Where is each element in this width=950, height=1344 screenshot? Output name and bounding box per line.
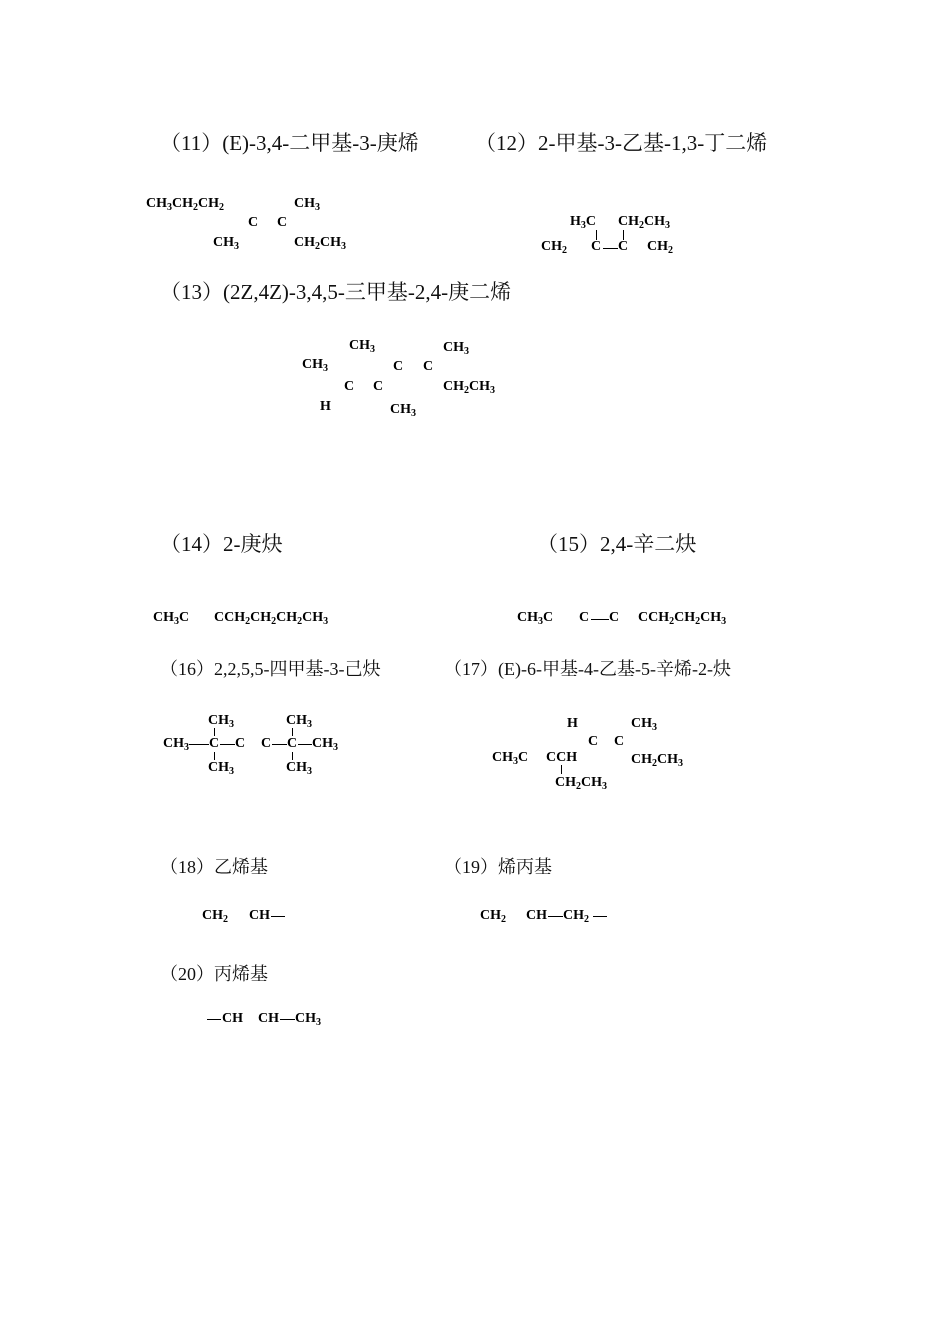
f16-bond-v1 bbox=[214, 728, 215, 736]
f12-group-a: $H_3C$ bbox=[570, 214, 597, 231]
f11-carbon-c: C bbox=[277, 215, 288, 230]
f17-hydrogen-a: H bbox=[567, 716, 578, 731]
f11-group-e: $CH_3$ bbox=[294, 196, 320, 213]
f16-bond-h3 bbox=[272, 744, 287, 745]
f15-group-a: $CH_3C$ bbox=[517, 610, 554, 627]
f17-carbon-d: C bbox=[614, 734, 625, 749]
f12-carbon-e: C bbox=[618, 239, 629, 254]
f13-hydrogen-i: H bbox=[320, 399, 331, 414]
f16-carbon-d: C bbox=[209, 736, 220, 751]
f11-group-a: $CH_3CH_2CH_2$ bbox=[146, 196, 224, 213]
f20-group-b: CH bbox=[258, 1011, 279, 1026]
f19-group-b: CH bbox=[526, 908, 547, 923]
f17-group-b: $CH_3$ bbox=[631, 716, 657, 733]
f17-carbon-c: C bbox=[588, 734, 599, 749]
f16-carbon-e: C bbox=[235, 736, 246, 751]
f16-group-a: $CH_3$ bbox=[208, 713, 234, 730]
f13-group-b: $CH_3$ bbox=[302, 357, 328, 374]
f15-bond-h bbox=[591, 619, 609, 620]
f13-carbon-f: C bbox=[393, 359, 404, 374]
f12-group-f: $CH_2$ bbox=[647, 239, 673, 256]
f12-bond-h bbox=[603, 248, 618, 249]
f15-group-d: $CCH_2CH_2CH_3$ bbox=[638, 610, 727, 627]
f16-bond-v3 bbox=[214, 752, 215, 760]
f20-bond-free bbox=[207, 1019, 221, 1020]
label-13: （13）(2Z,4Z)-3,4,5-三甲基-2,4-庚二烯 bbox=[160, 280, 512, 304]
f13-carbon-d: C bbox=[373, 379, 384, 394]
f19-bond-h bbox=[548, 916, 563, 917]
f17-group-e: $CH_3C$ bbox=[492, 750, 529, 767]
f12-carbon-d: C bbox=[591, 239, 602, 254]
label-14: （14）2-庚炔 bbox=[160, 532, 283, 556]
f13-carbon-c: C bbox=[344, 379, 355, 394]
f16-group-j: $CH_3$ bbox=[286, 760, 312, 777]
f18-group-b: CH bbox=[249, 908, 270, 923]
f16-group-b: $CH_3$ bbox=[286, 713, 312, 730]
label-19: （19）烯丙基 bbox=[444, 857, 552, 877]
f13-group-h: $CH_2CH_3$ bbox=[443, 379, 495, 396]
f16-bond-h2 bbox=[220, 744, 235, 745]
f17-group-g: $CH_2CH_3$ bbox=[555, 775, 607, 792]
f19-group-c: $CH_2$ bbox=[563, 908, 589, 925]
f13-carbon-g: C bbox=[423, 359, 434, 374]
f16-group-c: $CH_3$ bbox=[163, 736, 189, 753]
f16-group-h: $CH_3$ bbox=[312, 736, 338, 753]
label-16: （16）2,2,5,5-四甲基-3-己炔 bbox=[160, 659, 381, 679]
f17-group-f: CCH bbox=[546, 750, 578, 765]
label-18: （18）乙烯基 bbox=[160, 857, 268, 877]
f18-group-a: $CH_2$ bbox=[202, 908, 228, 925]
f13-group-j: $CH_3$ bbox=[390, 402, 416, 419]
f13-group-e: $CH_3$ bbox=[443, 340, 469, 357]
f19-group-a: $CH_2$ bbox=[480, 908, 506, 925]
f20-group-a: CH bbox=[222, 1011, 243, 1026]
label-20: （20）丙烯基 bbox=[160, 964, 268, 984]
f16-carbon-f: C bbox=[261, 736, 272, 751]
label-12: （12）2-甲基-3-乙基-1,3-丁二烯 bbox=[475, 131, 768, 155]
f20-bond-h bbox=[280, 1019, 295, 1020]
label-11: （11）(E)-3,4-二甲基-3-庚烯 bbox=[160, 131, 419, 155]
f19-bond-free bbox=[593, 916, 607, 917]
f14-group-a: $CH_3C$ bbox=[153, 610, 190, 627]
f17-bond-v bbox=[561, 765, 562, 774]
f16-carbon-g: C bbox=[287, 736, 298, 751]
f16-group-i: $CH_3$ bbox=[208, 760, 234, 777]
f16-bond-v4 bbox=[292, 752, 293, 760]
f20-group-c: $CH_3$ bbox=[295, 1011, 321, 1028]
f16-bond-v2 bbox=[292, 728, 293, 736]
f12-group-c: $CH_2$ bbox=[541, 239, 567, 256]
f16-bond-h1 bbox=[189, 744, 209, 745]
f12-group-b: $CH_2CH_3$ bbox=[618, 214, 670, 231]
f18-bond-free bbox=[271, 916, 285, 917]
f17-group-h: $CH_2CH_3$ bbox=[631, 752, 683, 769]
f13-group-a: $CH_3$ bbox=[349, 338, 375, 355]
f14-group-b: $CCH_2CH_2CH_2CH_3$ bbox=[214, 610, 329, 627]
label-15: （15）2,4-辛二炔 bbox=[537, 532, 697, 556]
f15-carbon-b: C bbox=[579, 610, 590, 625]
f11-carbon-b: C bbox=[248, 215, 259, 230]
f11-group-f: $CH_2CH_3$ bbox=[294, 235, 346, 252]
f15-carbon-c: C bbox=[609, 610, 620, 625]
f11-group-d: $CH_3$ bbox=[213, 235, 239, 252]
f16-bond-h4 bbox=[298, 744, 312, 745]
label-17: （17）(E)-6-甲基-4-乙基-5-辛烯-2-炔 bbox=[444, 659, 731, 679]
